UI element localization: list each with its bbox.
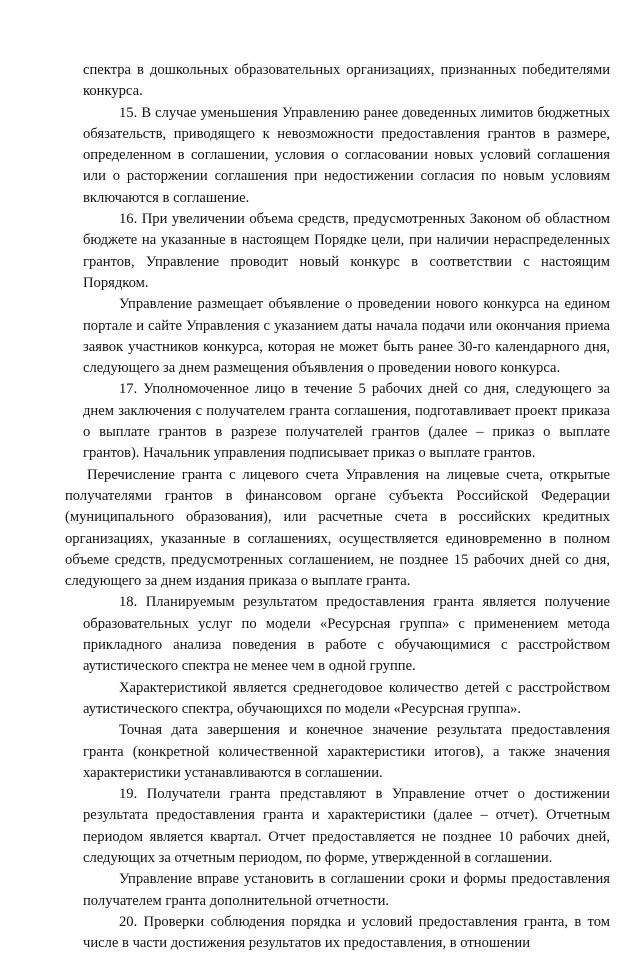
paragraph-19: 19. Получатели гранта представляют в Управление отчет о достижении результата предоставления гранта и характеристики (далее – отчет). Отчетным периодом является квартал. Отчет предоставляется не позднее 10 рабочих дней, следующих за отчетным периодом, по форме, утвержденной в соглашении. xyxy=(83,786,610,866)
paragraph-18: 18. Планируемым результатом предоставления гранта является получение образовательных услуг по модели «Ресурсная группа» с применением метода прикладного анализа поведения в работе с обучающимися с расстройством аутистического спектра не менее чем в одной группе. xyxy=(83,594,610,675)
paragraph-17: 17. Уполномоченное лицо в течение 5 рабочих дней со дня, следующего за днем заключения с получателем гранта соглашения, подготавливает проект приказа о выплате грантов в разрезе получателей грантов (далее – приказ о выплате грантов). Начальник управления подписывает приказ о выплате грантов. xyxy=(83,381,610,462)
paragraph-20: 20. Проверки соблюдения порядка и условий предоставления гранта, в том числе в части достижения результатов их предоставления, в отношении xyxy=(83,913,610,952)
paragraph-17-transfer: Перечисление гранта с лицевого счета Управления на лицевые счета, открытые получателями грантов в финансовом органе субъекта Российской Федерации (муниципального образования), или расчетные счета в российских кредитных организациях, указанные в соглашениях, осуществляется единовременно в полном объеме средств, предусмотренных соглашением, не позднее 15 рабочих дней со дня, следующего за днем издания приказа о выплате гранта. xyxy=(65,466,610,590)
paragraph-16: 16. При увеличении объема средств, предусмотренных Законом об областном бюджете на указанные в настоящем Порядке цели, при наличии нераспределенных грантов, Управление проводит новый конкурс в соответствии с настоящим Порядком. xyxy=(83,211,610,291)
paragraph-19-additional: Управление вправе установить в соглашении сроки и формы предоставления получателем гранта дополнительной отчетности. xyxy=(83,871,610,909)
paragraph-16-announcement: Управление размещает объявление о проведении нового конкурса на едином портале и сайте Управления с указанием даты начала подачи или окончания приема заявок участников конкурса, которая не может быть ранее 30-го календарного дня, следующего за днем размещения объявления о проведении нового конкурса. xyxy=(83,296,610,377)
document-page xyxy=(65,60,610,954)
paragraph-18-characteristic: Характеристикой является среднегодовое количество детей с расстройством аутистического спектра, обучающихся по модели «Ресурсная группа». xyxy=(83,679,610,717)
paragraph-15: 15. В случае уменьшения Управлению ранее доведенных лимитов бюджетных обязательств, приводящего к невозможности предоставления грантов в размере, определенном в соглашении, условия о согласовании новых условий соглашения или о расторжении соглашения при недостижении согласия по новым условиям включаются в соглашение. xyxy=(83,104,610,206)
paragraph-18-date: Точная дата завершения и конечное значение результата предоставления гранта (конкретной количественной характеристики итогов), а также значения характеристики устанавливаются в соглашении. xyxy=(83,722,610,781)
paragraph-continuation: спектра в дошкольных образовательных организациях, признанных победителями конкурса. xyxy=(83,62,610,100)
